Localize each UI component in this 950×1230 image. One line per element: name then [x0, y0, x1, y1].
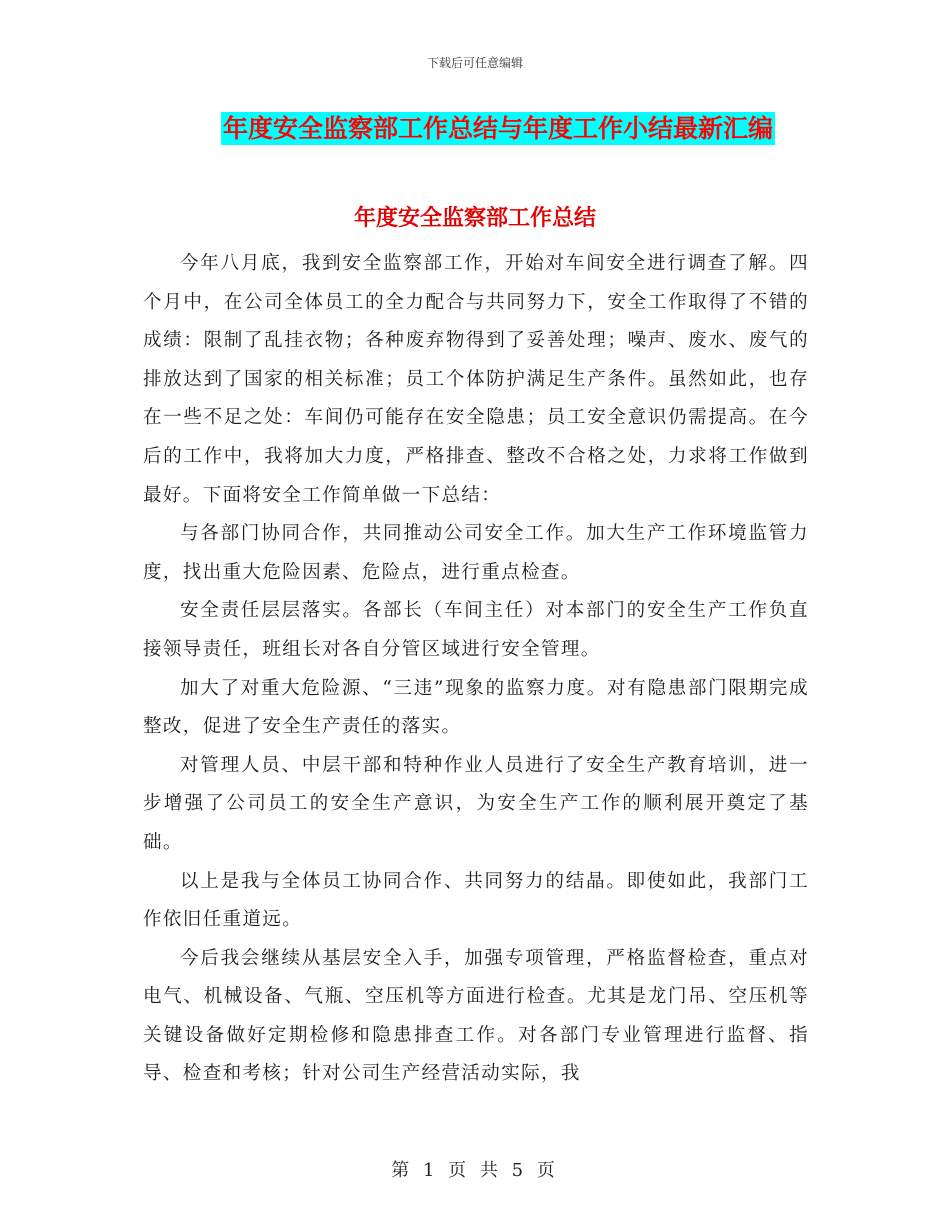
document-body: [143, 245, 809, 1094]
page-number-footer: 第 1 页 共 5 页: [391, 1160, 559, 1181]
main-title-container: [0, 112, 950, 145]
paragraph: 今年八月底，我到安全监察部工作，开始对车间安全进行调查了解。四个月中，在公司全体员工的全力配合与共同努力下，安全工作取得了不错的成绩：限制了乱挂衣物；各种废弃物得到了妥善处理；噪声、废水、废气的排放达到了国家的相关标准；员工个体防护满足生产条件。虽然如此，也存在一些不足之处：车间仍可能存在安全隐患；员工安全意识仍需提高。在今后的工作中，我将加大力度，严格排查、整改不合格之处，力求将工作做到最好。下面将安全工作简单做一下总结：: [143, 253, 809, 506]
document-main-title: 年度安全监察部工作总结与年度工作小结最新汇编: [222, 114, 773, 143]
page-header-note: 下载后可任意编辑: [426, 56, 523, 70]
paragraph: 对管理人员、中层干部和特种作业人员进行了安全生产教育培训，进一步增强了公司员工的安全生产意识，为安全生产工作的顺利展开奠定了基础。: [143, 754, 809, 853]
paragraph: 加大了对重大危险源、“三违”现象的监察力度。对有隐患部门限期完成整改，促进了安全生产责任的落实。: [143, 677, 809, 738]
paragraph: 安全责任层层落实。各部长（车间主任）对本部门的安全生产工作负直接领导责任，班组长对各自分管区域进行安全管理。: [143, 600, 809, 660]
paragraph: 与各部门协同合作，共同推动公司安全工作。加大生产工作环境监管力度，找出重大危险因素、危险点，进行重点检查。: [143, 523, 809, 583]
paragraph: 以上是我与全体员工协同合作、共同努力的结晶。即使如此，我部门工作依旧任重道远。: [143, 870, 809, 931]
section-title: 年度安全监察部工作总结: [353, 206, 596, 231]
paragraph: 今后我会继续从基层安全入手，加强专项管理，严格监督检查，重点对电气、机械设备、气瓶、空压机等方面进行检查。尤其是龙门吊、空压机等关键设备做好定期检修和隐患排查工作。对各部门专业管理进行监督、指导、检查和考核；针对公司生产经营活动实际，我: [143, 947, 809, 1085]
